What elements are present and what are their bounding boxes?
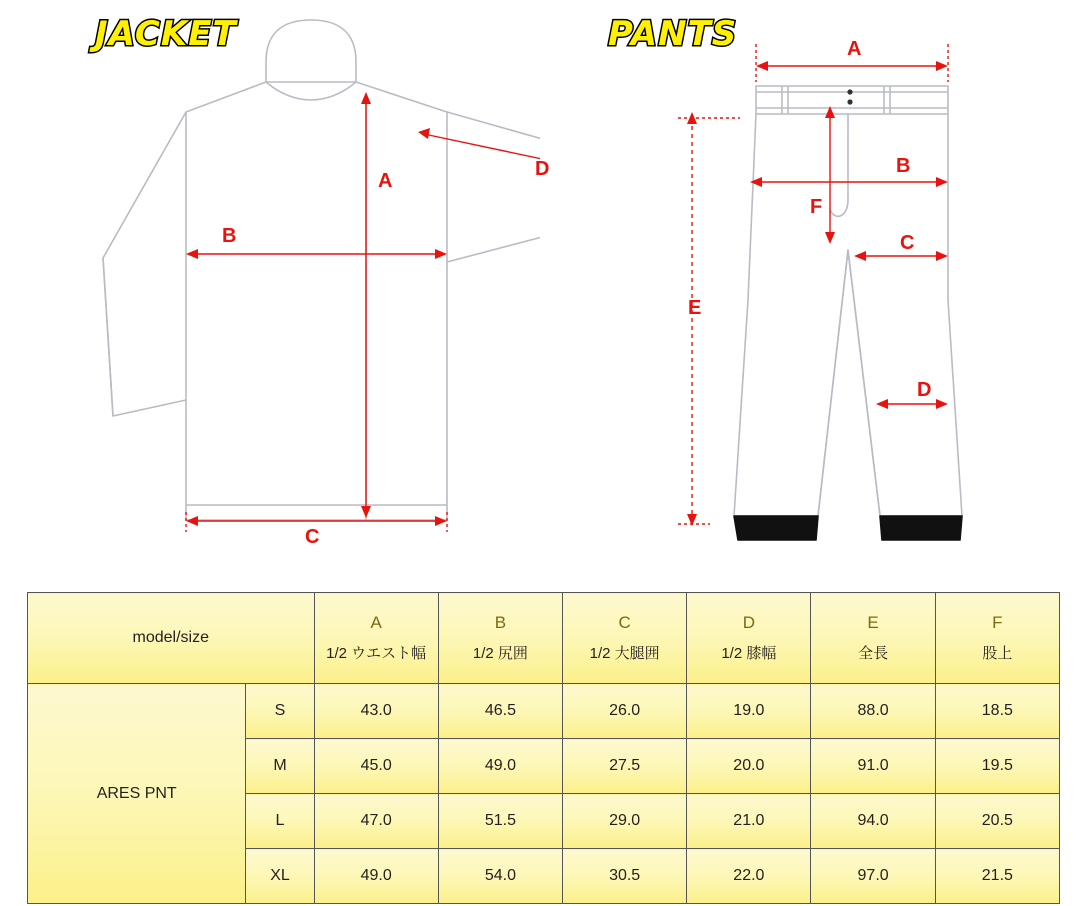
size-table xyxy=(27,592,1060,904)
jacket-dim-c-label: C xyxy=(305,526,320,548)
row-size: L xyxy=(246,794,314,849)
pants-dim-d-label: D xyxy=(917,379,932,401)
pants-dim-f-label: F xyxy=(810,196,823,218)
header-col-b-letter: B xyxy=(494,613,507,632)
pants-dim-c-label: C xyxy=(900,232,915,254)
cell-e: 94.0 xyxy=(811,794,935,849)
cell-c: 26.0 xyxy=(563,684,687,739)
model-name: ARES PNT xyxy=(28,684,246,904)
header-col-b xyxy=(438,593,562,684)
jacket-dim-b-label: B xyxy=(222,225,237,247)
cell-e: 97.0 xyxy=(811,849,935,904)
cell-a: 49.0 xyxy=(314,849,438,904)
header-col-f xyxy=(935,593,1059,684)
header-col-e xyxy=(811,593,935,684)
header-col-a-jp: 1/2 ウエスト幅 xyxy=(326,645,427,662)
cell-c: 29.0 xyxy=(563,794,687,849)
cell-b: 54.0 xyxy=(438,849,562,904)
header-col-a xyxy=(314,593,438,684)
cell-b: 46.5 xyxy=(438,684,562,739)
row-size: XL xyxy=(246,849,314,904)
header-col-e-jp: 全長 xyxy=(858,645,889,662)
header-col-d xyxy=(687,593,811,684)
cell-e: 88.0 xyxy=(811,684,935,739)
header-col-a-letter: A xyxy=(370,613,382,632)
cell-d: 20.0 xyxy=(687,739,811,794)
cell-f: 21.5 xyxy=(935,849,1059,904)
jacket-panel-title: JACKET xyxy=(95,14,237,54)
cell-f: 18.5 xyxy=(935,684,1059,739)
cell-f: 19.5 xyxy=(935,739,1059,794)
cell-a: 45.0 xyxy=(314,739,438,794)
cell-d: 19.0 xyxy=(687,684,811,739)
header-col-c xyxy=(563,593,687,684)
pants-dim-b-label: B xyxy=(896,155,911,177)
pants-panel-title: PANTS xyxy=(608,14,738,54)
jacket-illustration xyxy=(0,0,540,580)
header-col-d-letter: D xyxy=(742,613,755,632)
header-col-c-jp: 1/2 大腿囲 xyxy=(589,645,660,662)
cell-e: 91.0 xyxy=(811,739,935,794)
header-col-b-jp: 1/2 尻囲 xyxy=(472,645,528,662)
table-row xyxy=(28,684,1060,739)
header-col-d-jp: 1/2 膝幅 xyxy=(721,645,777,662)
cell-d: 22.0 xyxy=(687,849,811,904)
header-col-c-letter: C xyxy=(618,613,631,632)
cell-f: 20.5 xyxy=(935,794,1059,849)
pants-dim-e-label: E xyxy=(688,297,702,319)
jacket-dim-a-label: A xyxy=(378,170,393,192)
header-col-e-letter: E xyxy=(867,613,879,632)
size-table-container xyxy=(27,592,1060,904)
header-col-f-letter: F xyxy=(992,613,1003,632)
cell-b: 49.0 xyxy=(438,739,562,794)
cell-a: 43.0 xyxy=(314,684,438,739)
row-size: S xyxy=(246,684,314,739)
cell-c: 30.5 xyxy=(563,849,687,904)
cell-d: 21.0 xyxy=(687,794,811,849)
jacket-dim-d-label: D xyxy=(535,158,550,180)
cell-c: 27.5 xyxy=(563,739,687,794)
pants-illustration xyxy=(670,0,1070,580)
row-size: M xyxy=(246,739,314,794)
header-model-size: model/size xyxy=(28,593,315,684)
pants-dim-a-label: A xyxy=(847,38,862,60)
table-header-row xyxy=(28,593,1060,684)
cell-a: 47.0 xyxy=(314,794,438,849)
cell-b: 51.5 xyxy=(438,794,562,849)
header-col-f-jp: 股上 xyxy=(982,645,1013,662)
